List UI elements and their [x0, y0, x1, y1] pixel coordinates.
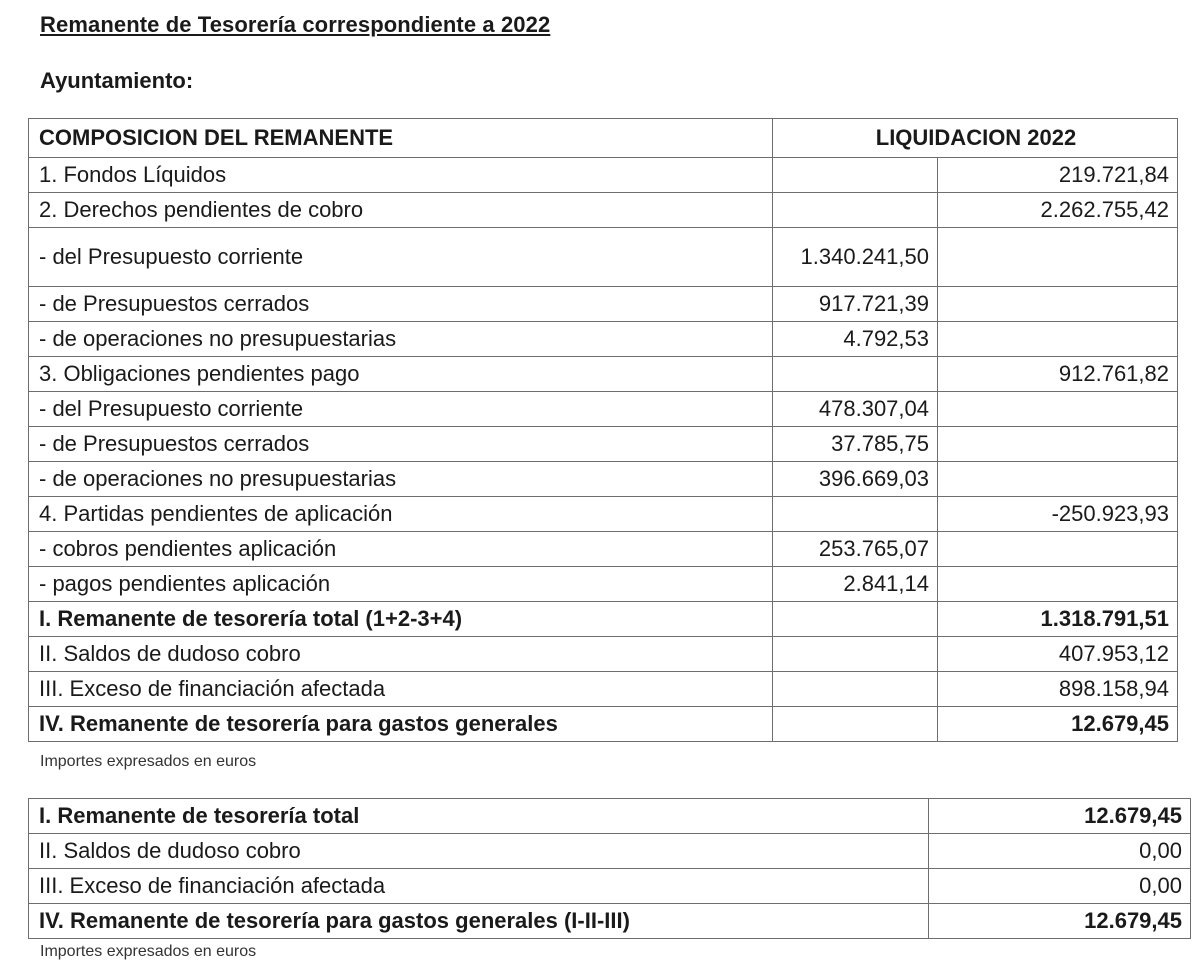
table-row	[29, 158, 1178, 193]
row-partial: 478.307,04	[773, 392, 938, 427]
row-total: 898.158,94	[938, 672, 1178, 707]
summary-label: IV. Remanente de tesorería para gastos generales (I-II-III)	[29, 904, 929, 939]
row-label: - cobros pendientes aplicación	[29, 532, 773, 567]
table-row	[29, 228, 1178, 287]
summary-value: 12.679,45	[929, 904, 1191, 939]
row-label: - del Presupuesto corriente	[29, 228, 773, 287]
row-total	[938, 462, 1178, 497]
summary-row	[29, 904, 1191, 939]
summary-value: 0,00	[929, 834, 1191, 869]
row-total	[938, 567, 1178, 602]
header-value: LIQUIDACION 2022	[773, 119, 1178, 158]
document-title: Remanente de Tesorería correspondiente a 2022	[40, 12, 551, 37]
row-partial	[773, 637, 938, 672]
row-partial	[773, 707, 938, 742]
row-total: 1.318.791,51	[938, 602, 1178, 637]
row-label: 2. Derechos pendientes de cobro	[29, 193, 773, 228]
table-row	[29, 532, 1178, 567]
summary-row	[29, 799, 1191, 834]
summary-label: II. Saldos de dudoso cobro	[29, 834, 929, 869]
row-label: - de operaciones no presupuestarias	[29, 322, 773, 357]
row-total	[938, 532, 1178, 567]
row-partial: 2.841,14	[773, 567, 938, 602]
table-row	[29, 392, 1178, 427]
document-subtitle: Ayuntamiento:	[40, 68, 194, 93]
table-header-row	[29, 119, 1178, 158]
row-partial: 4.792,53	[773, 322, 938, 357]
summary-label: I. Remanente de tesorería total	[29, 799, 929, 834]
row-label: 3. Obligaciones pendientes pago	[29, 357, 773, 392]
row-partial: 917.721,39	[773, 287, 938, 322]
summary-label: III. Exceso de financiación afectada	[29, 869, 929, 904]
total-row	[29, 707, 1178, 742]
row-total	[938, 427, 1178, 462]
table-row	[29, 672, 1178, 707]
row-label: - de operaciones no presupuestarias	[29, 462, 773, 497]
header-label: COMPOSICION DEL REMANENTE	[29, 119, 773, 158]
row-label: 4. Partidas pendientes de aplicación	[29, 497, 773, 532]
row-total: 407.953,12	[938, 637, 1178, 672]
row-total	[938, 322, 1178, 357]
table-row	[29, 637, 1178, 672]
row-total	[938, 287, 1178, 322]
summary-row	[29, 834, 1191, 869]
table-row	[29, 287, 1178, 322]
row-total: -250.923,93	[938, 497, 1178, 532]
row-label: III. Exceso de financiación afectada	[29, 672, 773, 707]
row-label: - de Presupuestos cerrados	[29, 287, 773, 322]
summary-value: 0,00	[929, 869, 1191, 904]
row-total: 12.679,45	[938, 707, 1178, 742]
table-row	[29, 567, 1178, 602]
row-partial	[773, 357, 938, 392]
table-row	[29, 462, 1178, 497]
total-row	[29, 602, 1178, 637]
row-partial	[773, 497, 938, 532]
row-total: 219.721,84	[938, 158, 1178, 193]
table-row	[29, 193, 1178, 228]
row-partial: 1.340.241,50	[773, 228, 938, 287]
row-label: - pagos pendientes aplicación	[29, 567, 773, 602]
row-partial: 37.785,75	[773, 427, 938, 462]
row-total	[938, 228, 1178, 287]
row-label: IV. Remanente de tesorería para gastos generales	[29, 707, 773, 742]
row-label: - del Presupuesto corriente	[29, 392, 773, 427]
row-partial	[773, 672, 938, 707]
row-total	[938, 392, 1178, 427]
row-label: 1. Fondos Líquidos	[29, 158, 773, 193]
row-partial	[773, 158, 938, 193]
row-total: 2.262.755,42	[938, 193, 1178, 228]
row-partial: 253.765,07	[773, 532, 938, 567]
row-partial	[773, 193, 938, 228]
table1-note: Importes expresados en euros	[40, 753, 257, 770]
row-label: - de Presupuestos cerrados	[29, 427, 773, 462]
table-row	[29, 427, 1178, 462]
row-partial: 396.669,03	[773, 462, 938, 497]
table-row	[29, 322, 1178, 357]
row-label: II. Saldos de dudoso cobro	[29, 637, 773, 672]
table-row	[29, 497, 1178, 532]
table-row	[29, 357, 1178, 392]
row-label: I. Remanente de tesorería total (1+2-3+4)	[29, 602, 773, 637]
summary-row	[29, 869, 1191, 904]
composition-table	[28, 118, 1178, 742]
row-partial	[773, 602, 938, 637]
summary-table	[28, 798, 1191, 939]
row-total: 912.761,82	[938, 357, 1178, 392]
table2-note: Importes expresados en euros	[40, 943, 257, 960]
summary-value: 12.679,45	[929, 799, 1191, 834]
